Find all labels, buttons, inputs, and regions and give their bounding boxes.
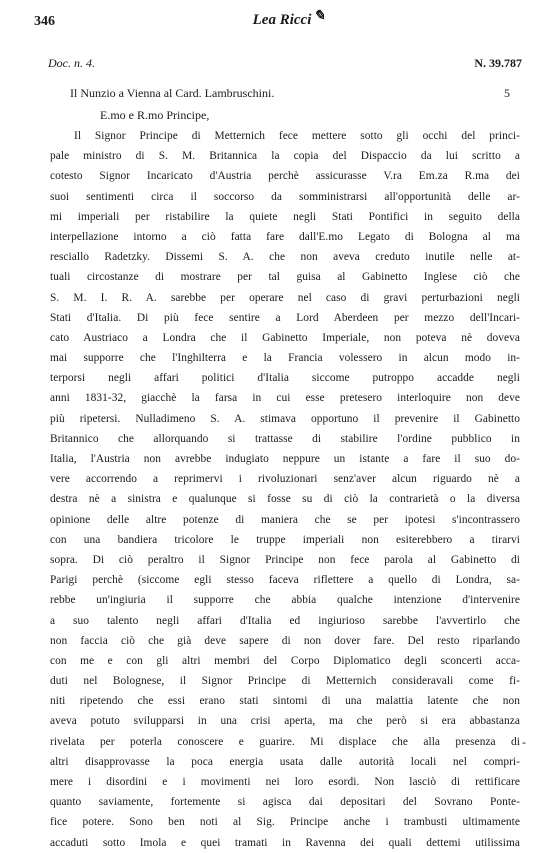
document-title: Il Nunzio a Vienna al Card. Lambruschini. [70, 86, 275, 100]
text-line: mai supporre che l'Inghilterra e la Francia volessero in alcun modo in- [50, 352, 520, 365]
text-line: niti ripetendo che essi erano stati sintomi di una malattia latente che non [50, 695, 520, 708]
text-line: mere i disordini e i movimenti nei loro esordi. Non lasciò di rettificare [50, 776, 520, 788]
running-title-text: Lea Ricci [252, 12, 312, 28]
text-line: rebbe un'ingiuria il supporre che abbia qualche intenzione d'intervenire [50, 594, 520, 607]
text-line: suoi sentimenti circa il soccorso da somministrarsi all'opportunità delle ar- [50, 190, 520, 203]
text-line: Il Signor Principe di Metternich fece mettere sotto gli occhi del princi- [74, 130, 520, 142]
document-number: N. 39.787 [474, 56, 522, 70]
document-title-line [70, 86, 510, 104]
text-line: quanto saviamente, fortemente si agisca dai depositari del Sovrano Ponte- [50, 796, 520, 809]
running-title [252, 9, 326, 29]
salutation: E.mo e R.mo Principe, [100, 108, 210, 122]
page-header [34, 9, 530, 36]
quill-ornament-icon: ✎ [313, 9, 326, 24]
text-line: anni 1831-32, giacchè la farsa in cui esse pretesero interloquire non deve [50, 392, 520, 405]
text-line: terporsi negli affari politici d'Italia siccome putroppo accadde negli [50, 372, 520, 385]
text-line: non faccia ciò che già deve sapere di non dover fare. Del resto riparlando [50, 634, 520, 647]
text-line: Italia, l'Austria non avrebbe indugiato neppure un istante a fare il suo do- [50, 453, 520, 465]
text-line: con me e con gli altri membri del Corpo Diplomatico degli sconcerti acca- [50, 654, 520, 667]
letter-body [50, 126, 520, 853]
text-line: sopra. Di ciò peraltro il Signor Principe non fece parola al Gabinetto di [50, 553, 520, 566]
text-line: mi imperiali per ristabilire la quiete negli Stati Pontifici in seguito della [50, 210, 520, 223]
document-identifier-line [48, 56, 522, 74]
text-line: resciallo Radetzky. Dissemi S. A. che non aveva creduto inutile nelle at- [50, 251, 520, 264]
text-line: interpellazione intorno a ciò fatta fare dall'E.mo Legato di Bologna al ma [50, 230, 520, 243]
text-line: Britannico che allorquando si trattasse di stabilire l'ordine pubblico in [50, 432, 520, 445]
text-line: accaduti sotto Imola e quei tramati in Ravenna dei quali dettemi utilissima [50, 836, 520, 849]
text-line: con una bandiera tricolore le truppe imperiali non esiterebbero a tirarvi [50, 533, 520, 546]
text-line: più ripetersi. Nulladimeno S. A. stimava opportuno il prevenire il Gabinetto [50, 412, 520, 425]
document-reference: 5 [504, 86, 510, 100]
text-line: altri disapprovasse la poca energia usata dalle autorità locali nel compri- [50, 755, 520, 768]
text-line: destra nè a sinistra e qualunque si fosse su di ciò la contrarietà o la diversa [50, 493, 520, 506]
text-line: cotesto Signor Incaricato d'Austria perchè assicurasse V.ra Em.za R.ma dei [50, 170, 520, 183]
text-line: fice potere. Sono ben noti al Sig. Principe anche i trambusti ultimamente [50, 816, 520, 829]
text-line: Parigi perchè (siccome egli stesso faceva riflettere a quello di Londra, sa- [50, 574, 520, 587]
text-line: aveva potuto svilupparsi in una crisi aperta, ma che però si era abbastanza [50, 715, 520, 728]
margin-mark: - [522, 735, 526, 749]
text-line: duti nel Bolognese, il Signor Principe di Metternich consideravali come fi- [50, 675, 520, 688]
text-line: Stati d'Italia. Di più fece sentire a Lord Aberdeen per mezzo dell'Incari- [50, 311, 520, 324]
text-line: tuali circostanze di mostrare per tal guisa al Gabinetto Inglese ciò che [50, 271, 520, 284]
text-line: cato Austriaco a Londra che il Gabinetto Imperiale, non poteva nè doveva [50, 331, 520, 344]
page-number: 346 [34, 14, 55, 29]
text-line: rivelata per poterla conoscere e guarire. Mi displace che alla presenza di [50, 735, 520, 748]
text-line: pale ministro di S. M. Britannica la copia del Dispaccio da lui scritto a [50, 150, 520, 163]
text-line: S. M. I. R. A. sarebbe per operare nel caso di gravi perturbazioni negli [50, 291, 520, 304]
text-line: vere accorrendo a reprimervi i rivoluzionari senz'aver alcun riguardo nè a [50, 473, 520, 486]
text-line: a suo talento negli affari d'Italia ed ingiurioso sarebbe l'avvertirlo che [50, 614, 520, 627]
document-label: Doc. n. 4. [48, 56, 95, 70]
text-line: opinione delle altre potenze di maniera che se per ipotesi s'incontrassero [50, 513, 520, 526]
